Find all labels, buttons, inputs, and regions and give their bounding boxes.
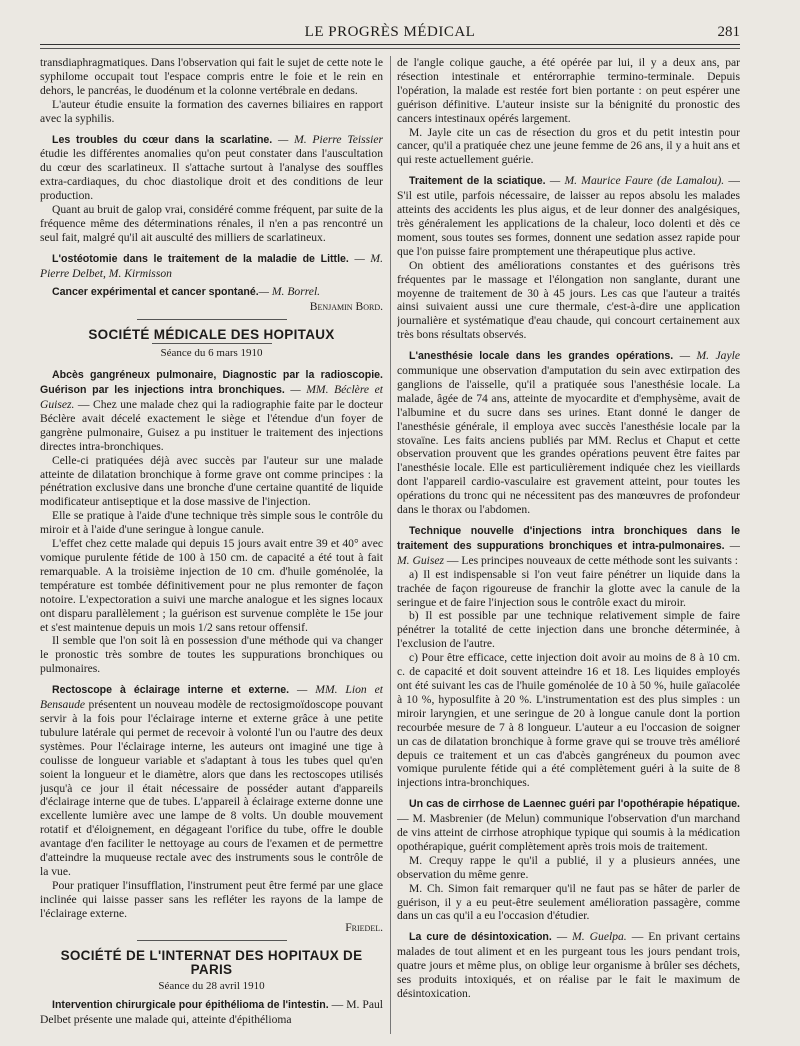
article-author: — M. Guisez: [397, 538, 740, 567]
signature: Friedel.: [345, 920, 383, 934]
paragraph: de l'angle colique gauche, a été opérée par lui, il y a deux ans, par résection intestinale et entérorraphie termino-terminale. Depuis l'opération, la malade est restée fort bien portante : on peut espérer une guérison définitive. L'auteur insiste sur la bénignité du pronostic des cancers intestinaux opérés largement.: [397, 56, 740, 125]
article-heading: Abcès gangréneux pulmonaire, Diagnostic par la radioscopie. Guérison par les injections intra bronchiques.: [40, 369, 383, 397]
section-rule: [137, 940, 287, 941]
paragraph: M. Ch. Simon fait remarquer qu'il ne faut pas se hâter de parler de guérison, il y a eu peut-être seulement amélioration passagère, comme dans un cas qu'il a eu l'occasion d'étudier.: [397, 881, 740, 923]
article-heading: Rectoscope à éclairage interne et externe.: [52, 684, 290, 697]
paragraph: Il semble que l'on soit là en possession d'une méthode qui va changer le pronostic très sombre de toutes les suppurations bronchiques ou pulmonaires.: [40, 634, 383, 676]
article-text: — M. Masbrenier (de Melun) communique l'observation d'un marchand de vins atteint de cirrhose atrophique typique qui soumis à la médication opothérapique, guérit complètement après trois mois de traitement.: [397, 812, 740, 853]
article-intervention: [40, 998, 383, 1027]
article-cancer: [40, 285, 383, 300]
article-heading: L'ostéotomie dans le traitement de la maladie de Little.: [52, 252, 349, 265]
article-author: — M. Borrel.: [258, 284, 321, 298]
running-header: [40, 22, 740, 44]
article-text: présentent un nouveau modèle de rectosigmoïdoscope pouvant servir à la fois pour l'éclairage interne et externe grâce à une petite tubulure latérale qui permet de recevoir à volonté l'un ou l'autre des deux systèmes. Pour l'éclairage interne, les auteurs ont imaginé une tige à coulisse de longueur variable et s'adaptant à tous les tubes quel qu'en soient la longueur et le diamètre, alors que dans les rectoscopes utilisés jusqu'à ce jour il était nécessaire de posséder autant d'appareils d'éclairage interne que de tubes. L'appareil à éclairage externe donne une excellente lumière avec une lampe de 8 volts. Un double mouvement rotatif et d'éloignement, en dégageant l'orifice du tube, offre le double avantage d'en faciliter le nettoyage au cours de l'examen et de permettre d'atteindre la muqueuse rectale avec des instruments sous le contrôle de la vue.: [40, 698, 383, 878]
section-rule: [137, 319, 287, 320]
article-heading: Traitement de la sciatique.: [409, 175, 546, 188]
article-text: — Les principes nouveaux de cette méthode sont les suivants :: [444, 553, 738, 567]
seance-date: Séance du 28 avril 1910: [158, 980, 265, 993]
article-abces: [40, 368, 383, 453]
article-text: — M. Paul Delbet présente une malade qui, atteinte d'épithélioma: [40, 998, 383, 1027]
article-heading: Technique nouvelle d'injections intra bronchiques dans le traitement des suppurations bronchiques et intra-pulmonaires.: [397, 525, 740, 552]
article-author: — MM. Lion et Bensaude: [40, 683, 383, 712]
article-rectoscope: [40, 683, 383, 879]
article-heading: L'anesthésie locale dans les grandes opérations.: [409, 350, 674, 363]
page-number: 281: [717, 24, 740, 40]
article-author: — M. Maurice Faure (de Lamalou).: [545, 174, 725, 188]
journal-title: LE PROGRÈS MÉDICAL: [304, 24, 476, 40]
article-desintoxication: [397, 930, 740, 1001]
paragraph: M. Crequy rappe le qu'il a publié, il y a plusieurs années, une observation du même genre.: [397, 853, 740, 881]
section-title: SOCIÉTÉ MÉDICALE DES HOPITAUX: [88, 327, 335, 343]
article-anesthesie: [397, 349, 740, 517]
article-heading: Cancer expérimental et cancer spontané.: [52, 285, 259, 298]
title-underline: [152, 343, 272, 344]
article-author: — M. Jayle: [673, 349, 740, 363]
paragraph: Elle se pratique à l'aide d'une technique très simple sous le contrôle du miroir et à l'aide d'une seringue à longue canule.: [40, 509, 383, 537]
article-scarlatine: [40, 133, 383, 204]
paragraph: M. Jayle cite un cas de résection du gros et du petit intestin pour cancer, qu'il a pratiquée chez une jeune femme de 26 ans, il y a huit ans et qui reste actuellement guérie.: [397, 125, 740, 167]
left-column: [40, 56, 383, 1036]
paragraph: L'auteur étudie ensuite la formation des cavernes biliaires en rapport avec la syphilis.: [40, 97, 383, 125]
list-item: c) Pour être efficace, cette injection doit avoir au moins de 8 à 10 cm. c. de capacité et doit souvent atteindre 16 et 18. Les liquides employés ont été suivant les cas de l'huile goménolée de 10 à 50 %, huile gaïacolée à 10 %, hyposulfite à 20 %. L'instrumentation est des plus simples : un miroir laryngien, et une seringue de 20 à longue canule dont la portion recourbée mesure de 7 à 8 longueur. L'auteur a eu l'occasion de soigner un cas de dilatation bronchique à forme grave qui se trouve très amélioré depuis ce traitement et un cas d'abcès gangréneux du poumon avec vomique purulente fétide qui a été complètement guéri à la suite de 8 injections intra-bronchiques.: [397, 651, 740, 790]
article-cirrhose: [397, 797, 740, 854]
article-author: — M. Guelpa.: [551, 930, 627, 944]
article-heading: Intervention chirurgicale pour épithélioma de l'intestin.: [52, 999, 329, 1012]
article-heading: Un cas de cirrhose de Laennec guéri par l'opothérapie hépatique.: [409, 798, 740, 811]
header-rule-thin: [40, 48, 740, 49]
article-author: — MM. Béclère et Guisez.: [40, 383, 383, 412]
list-item: a) Il est indispensable si l'on veut faire pénétrer un liquide dans la trachée de façon rigoureuse de franchir la glotte avec la canule de la seringue et de faire l'injection sous le contrôle exact du miroir.: [397, 567, 740, 609]
article-technique: [397, 524, 740, 568]
article-text: — Chez une malade chez qui la radiographie faite par le docteur Béclère avait décelé exactement le siège et l'étendue d'un foyer de gangrène pulmonaire, Guisez a pu instituer le traitement des injections directes intra-bronchiques.: [40, 398, 383, 453]
paragraph: L'effet chez cette malade qui depuis 15 jours avait entre 39 et 40° avec vomique purulente fétide de 100 à 150 cm. de capacité a été tout à fait remarquable. A la troisième injection de 10 cm. d'huile goménolée, la température est tombée définitivement pour ne plus remonter de façon notoire. L'expectoration a suivi une marche analogue et les signes locaux ont disparu parallèlement ; la guérison est survenue complète le 15e jour et s'est maintenue depuis un mois 1/2 sans retour offensif.: [40, 537, 383, 634]
article-author: — M. Pierre Delbet, M. Kirmisson: [40, 251, 383, 280]
paragraph: transdiaphragmatiques. Dans l'observation qui fait le sujet de cette note le syphilome occupait tout l'espace compris entre le foie et le rein en dehors, le pancréas, le duodénum et la colonne vertébrale en dedans.: [40, 56, 383, 97]
paragraph: Quant au bruit de galop vrai, considéré comme fréquent, par suite de la fréquence même des déterminations rénales, il n'en a pas rencontré un seul fait, malgré qu'il ait ausculté des milliers de scarlatineux.: [40, 203, 383, 244]
paragraph: Pour pratiquer l'insufflation, l'instrument peut être fermé par une glace inclinée qui laisse passer sans les refléter les rayons de la lampe de l'éclairage externe.: [40, 878, 383, 920]
paragraph: On obtient des améliorations constantes et des guérisons très fréquentes par le massage et l'élongation non sanglante, durant une moyenne de traitement de 30 à 45 jours. Les cas que l'auteur a traités ainsi suivaient aussi une cure thermale, c'est-à-dire une application journalière et systématique d'eau chaude, qui concourt certainement aux très bons résultats observés.: [397, 258, 740, 342]
article-osteotomie: [40, 252, 383, 281]
article-heading: La cure de désintoxication.: [409, 931, 552, 944]
article-text: étudie les différentes anomalies qu'on peut constater dans l'auscultation du cœur des scarlatineux. Il s'attache surtout à l'analyse des souffles extra-cardiaques, du choc diastolique droit et des conditions de leur production.: [40, 147, 383, 203]
article-text: — S'il est utile, parfois nécessaire, de laisser au repos absolu les malades atteints des accidents les plus aigus, et de leur donner des analgésiques, très généralement les applications de la chaleur, loco dolenti et dès ce moment, sous toutes ses formes, donnent une sedation assez rapide pour que l'on puisse faire promptement une thérapeutique plus active.: [397, 174, 740, 258]
paragraph: Celle-ci pratiquées déjà avec succès par l'auteur sur une malade atteinte de dilatation bronchique à forme grave ont comme principes : la pénétration exclusive dans une bronche d'une certaine quantité de liquide modificateur antiseptique et la dose massive de l'injection.: [40, 453, 383, 509]
signature: Benjamin Bord.: [309, 299, 383, 313]
right-column: [397, 56, 740, 1036]
list-item: b) Il est possible par une technique relativement simple de faire pénétrer la totalité de cette injection dans une bronche déterminée, à l'exclusion de l'autre.: [397, 609, 740, 651]
article-author: — M. Pierre Teissier: [278, 132, 383, 146]
article-heading: Les troubles du cœur dans la scarlatine.: [52, 133, 273, 146]
section-title: SOCIÉTÉ DE L'INTERNAT DES HOPITAUX DE PARIS: [60, 948, 363, 978]
article-sciatique: [397, 174, 740, 258]
article-text: — En privant certains malades de tout aliment et en les purgeant tous les jours pendant trois, quatre jours et même plus, on oblige leur organisme à brûler ses déchets, ses produits intoxiqués, et on réalise par le fait le maximum de désintoxication.: [397, 930, 740, 1000]
seance-date: Séance du 6 mars 1910: [160, 347, 263, 360]
header-rule: [40, 44, 740, 45]
column-divider: [390, 56, 391, 1034]
article-text: communique une observation d'amputation du sein avec extirpation des ganglions de l'aisselle, qu'il a pratiquée sous l'anesthésie locale. La malade, âgée de 74 ans, atteinte de myocardite et d'emphysème, avait de l'albumine et du sucre dans ses urines. Etant donné le danger de l'anesthésie générale, il employa avec succès l'anesthésie locale par la stovaïne. Les faits anciens publiés par MM. Reclus et Chaput et cette observation prouvent que les grandes opérations peuvent être faites par l'anesthésie locale. Elle est particulièrement indiquée chez les vieillards dont l'appareil cardio-vasculaire est gravement atteint, pour toutes les opérations du tronc qui ne nécessitent pas des manœuvres de profondeur dans le thorax ou l'abdomen.: [397, 364, 740, 517]
